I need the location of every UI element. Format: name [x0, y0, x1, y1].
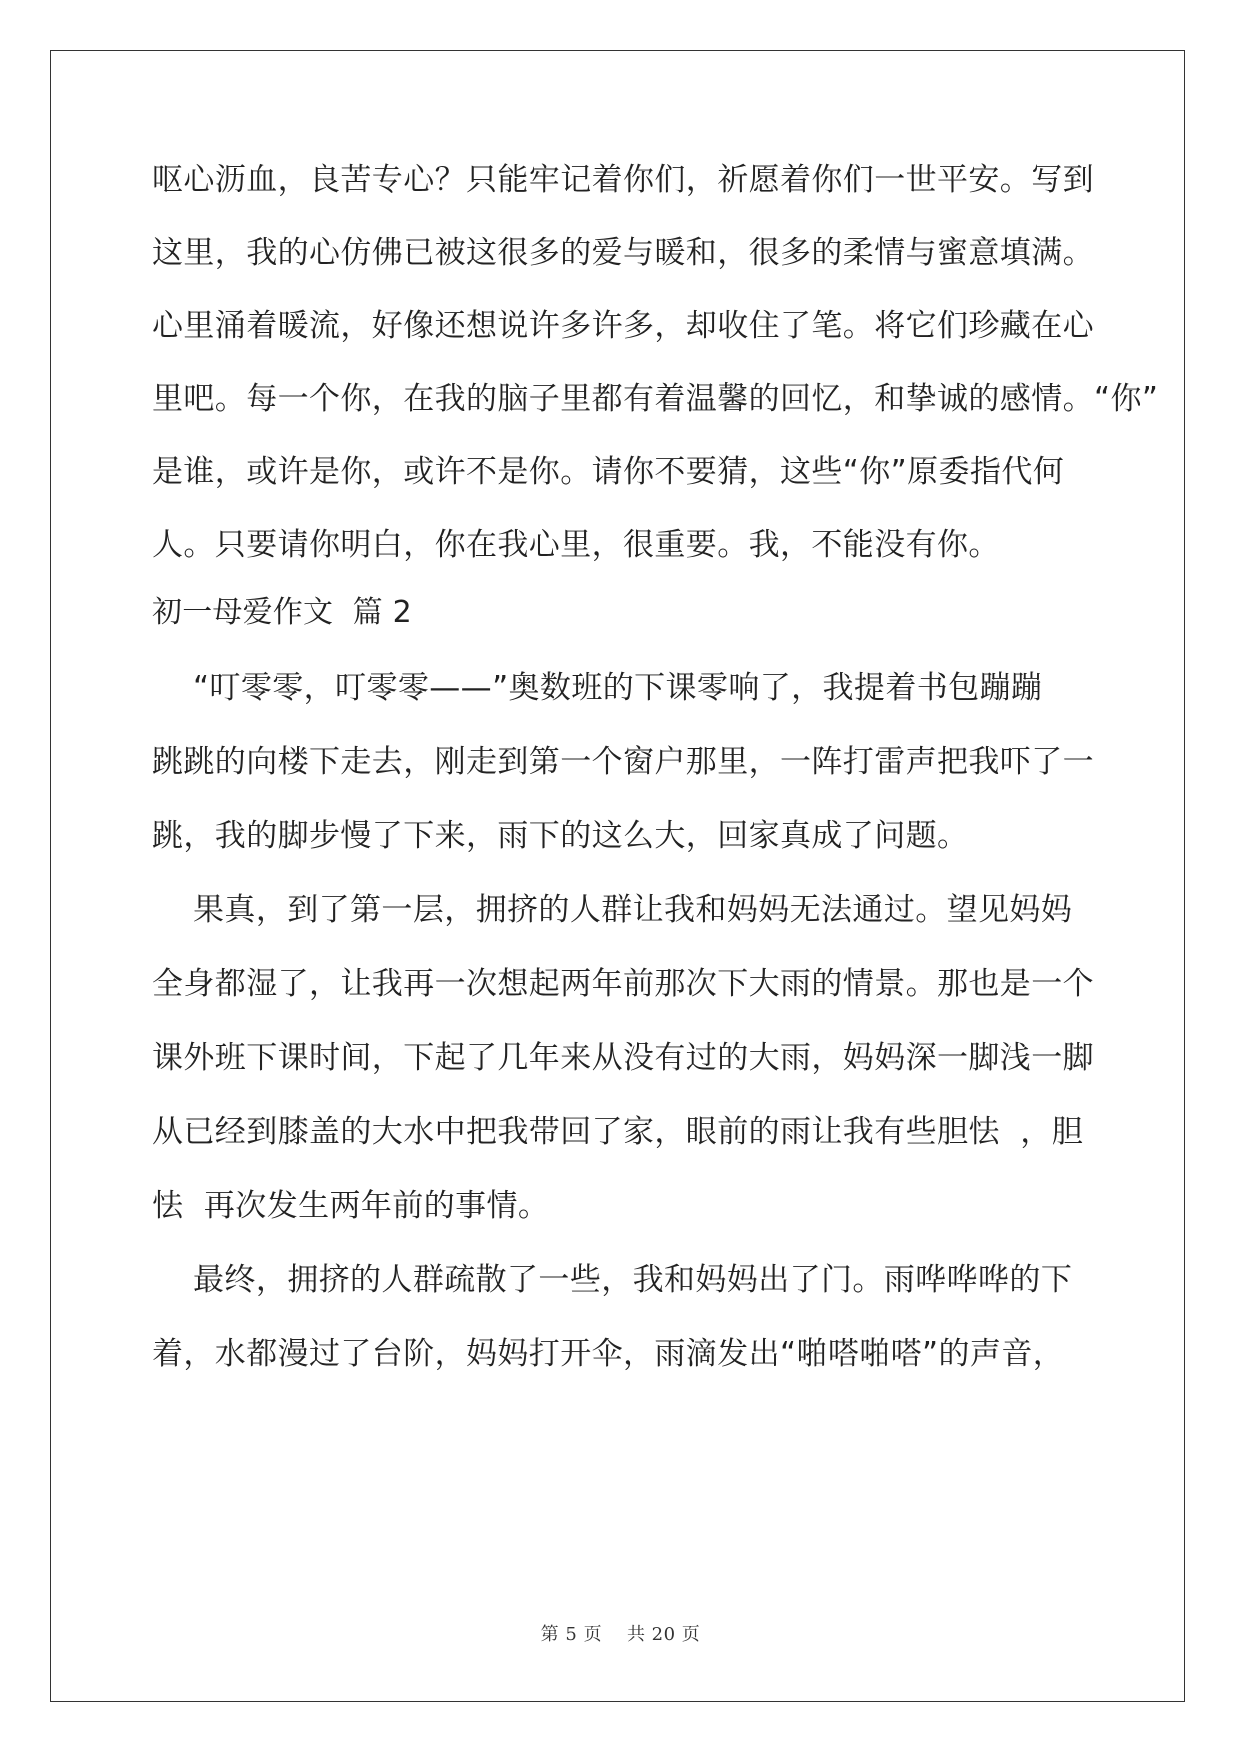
text-line: “叮零零，叮零零——”奥数班的下课零响了，我提着书包蹦蹦: [152, 670, 1043, 706]
text-line: 呕心沥血，良苦专心？只能牢记着你们，祈愿着你们一世平安。写到: [152, 162, 1094, 198]
text-line: 从已经到膝盖的大水中把我带回了家，眼前的雨让我有些胆怯 ，胆: [152, 1114, 1084, 1150]
text-line: 是谁，或许是你，或许不是你。请你不要猜，这些“你”原委指代何: [152, 454, 1065, 490]
text-line: 跳，我的脚步慢了下来，雨下的这么大，回家真成了问题。: [152, 818, 969, 854]
text-line: 心里涌着暖流，好像还想说许多许多，却收住了笔。将它们珍藏在心: [152, 308, 1094, 344]
text-line: 全身都湿了，让我再一次想起两年前那次下大雨的情景。那也是一个: [152, 966, 1094, 1002]
page-border: [50, 50, 1185, 1702]
text-line: 这里，我的心仿佛已被这很多的爱与暖和，很多的柔情与蜜意填满。: [152, 235, 1094, 271]
text-line: 果真，到了第一层，拥挤的人群让我和妈妈无法通过。望见妈妈: [152, 892, 1073, 928]
text-line: 人。只要请你明白，你在我心里，很重要。我，不能没有你。: [152, 527, 1000, 563]
text-line: 课外班下课时间，下起了几年来从没有过的大雨，妈妈深一脚浅一脚: [152, 1040, 1094, 1076]
text-line: 怯 再次发生两年前的事情。: [152, 1188, 550, 1224]
section-heading: 初一母爱作文 篇 2: [152, 595, 412, 630]
text-line: 里吧。每一个你，在我的脑子里都有着温馨的回忆，和挚诚的感情。“你”: [152, 381, 1159, 417]
text-line: 最终，拥挤的人群疏散了一些，我和妈妈出了门。雨哗哗哗的下: [152, 1262, 1073, 1298]
page-footer: 第 5 页 共 20 页: [540, 1624, 701, 1645]
text-line: 跳跳的向楼下走去，刚走到第一个窗户那里，一阵打雷声把我吓了一: [152, 744, 1094, 780]
text-line: 着，水都漫过了台阶，妈妈打开伞，雨滴发出“啪嗒啪嗒”的声音，: [152, 1336, 1065, 1372]
